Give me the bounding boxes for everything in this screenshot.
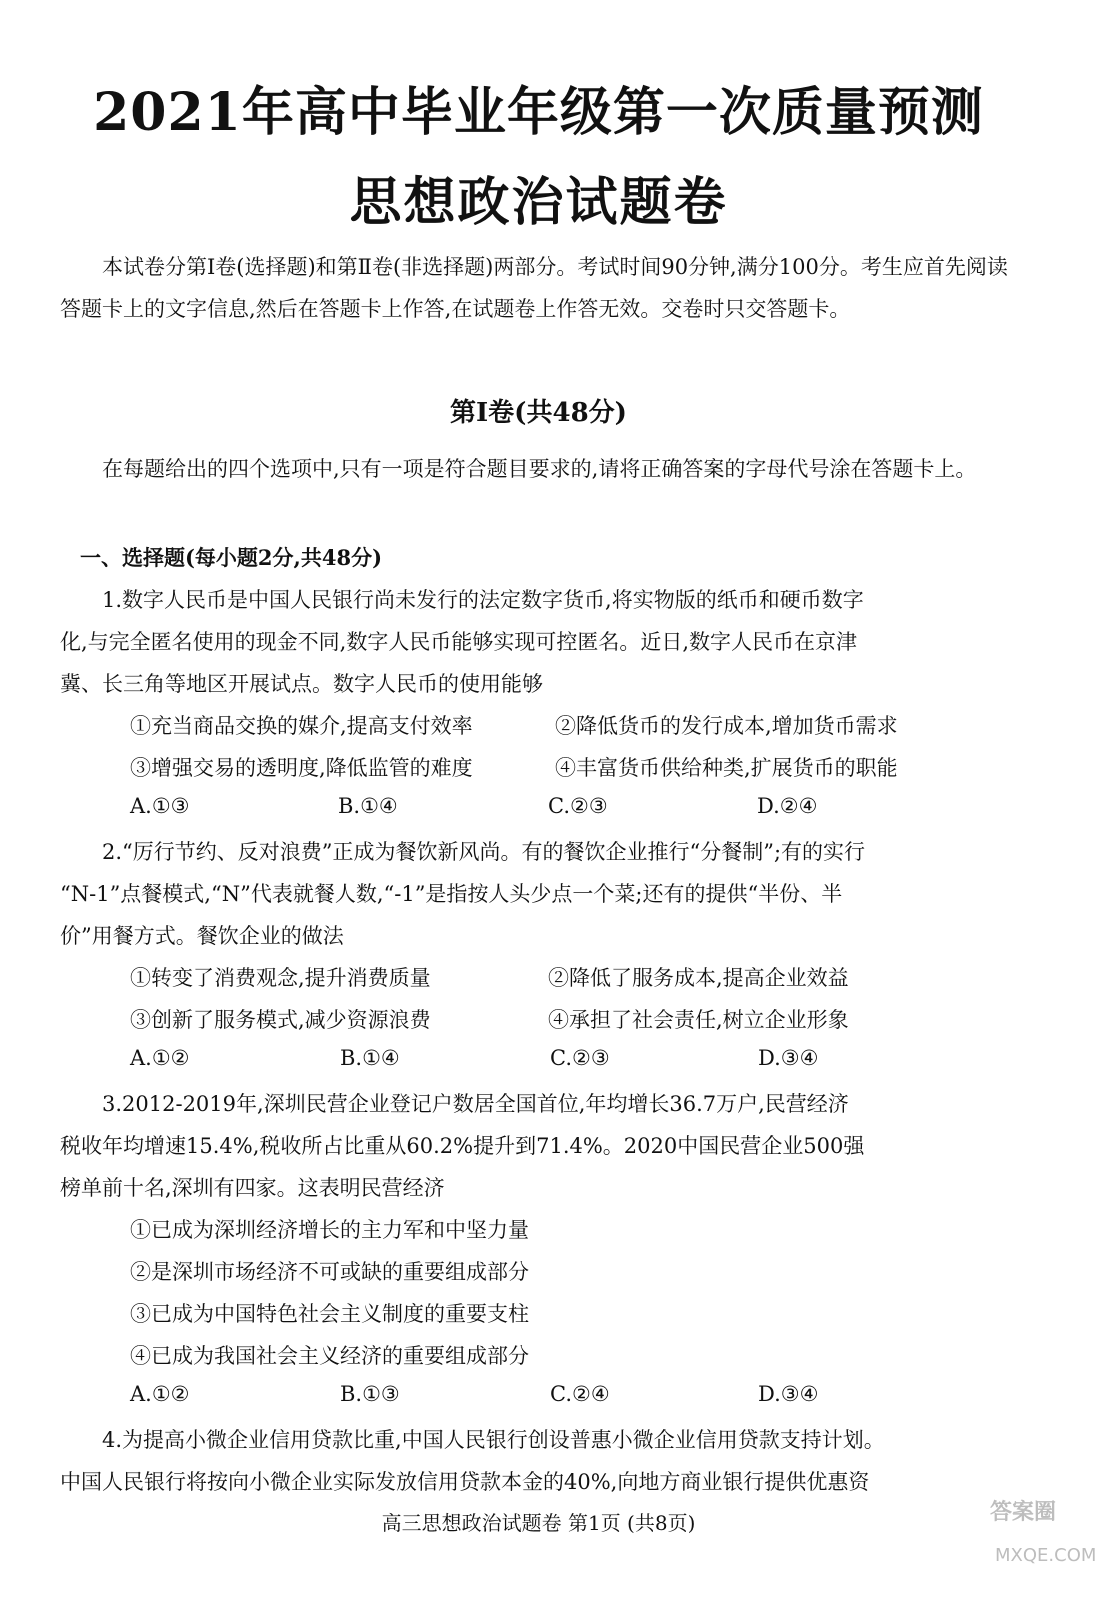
q4-stem-line-1: 4.为提高小微企业信用贷款比重,中国人民银行创设普惠小微企业信用贷款支持计划。 [102, 1428, 885, 1452]
q3-option-c: C.②④ [550, 1382, 610, 1406]
q2-option-c: C.②③ [550, 1046, 610, 1070]
q2-option-b: B.①④ [340, 1046, 400, 1070]
q1-option-b: B.①④ [338, 794, 398, 818]
q1-option-c: C.②③ [548, 794, 608, 818]
q2-option-a: A.①② [130, 1046, 190, 1070]
watermark-url: MXQE.COM [995, 1545, 1096, 1566]
q2-statement-1: ①转变了消费观念,提升消费质量 [130, 966, 431, 990]
q3-stem-line-2: 税收年均增速15.4%,税收所占比重从60.2%提升到71.4%。2020中国民营企业500强 [60, 1134, 865, 1158]
q2-stem-line-2: “N-1”点餐模式,“N”代表就餐人数,“-1”是指按人头少点一个菜;还有的提供“半份、半 [60, 882, 843, 906]
q1-stem-line-1: 1.数字人民币是中国人民银行尚未发行的法定数字货币,将实物版的纸币和硬币数字 [102, 588, 864, 612]
q2-stem-line-1: 2.“厉行节约、反对浪费”正成为餐饮新风尚。有的餐饮企业推行“分餐制”;有的实行 [102, 840, 866, 864]
exam-subtitle: 思想政治试题卷 [349, 172, 728, 233]
q1-statement-4: ④丰富货币供给种类,扩展货币的职能 [555, 756, 898, 780]
page-footer: 高三思想政治试题卷 第1页 (共8页) [381, 1511, 696, 1535]
q3-statement-2: ②是深圳市场经济不可或缺的重要组成部分 [130, 1260, 529, 1284]
q2-option-d: D.③④ [758, 1046, 819, 1070]
q1-statement-1: ①充当商品交换的媒介,提高支付效率 [130, 714, 473, 738]
q3-statement-4: ④已成为我国社会主义经济的重要组成部分 [130, 1344, 529, 1368]
watermark-logo: 答案圈 [990, 1500, 1057, 1525]
q3-statement-3: ③已成为中国特色社会主义制度的重要支柱 [130, 1302, 529, 1326]
q3-option-d: D.③④ [758, 1382, 819, 1406]
q3-option-a: A.①② [130, 1382, 190, 1406]
instructions-paragraph: 在每题给出的四个选项中,只有一项是符合题目要求的,请将正确答案的字母代号涂在答题卡上。 [102, 457, 977, 481]
q3-statement-1: ①已成为深圳经济增长的主力军和中坚力量 [130, 1218, 529, 1242]
intro-paragraph: 本试卷分第Ⅰ卷(选择题)和第Ⅱ卷(非选择题)两部分。考试时间90分钟,满分100分。考生应首先阅读答题卡上的文字信息,然后在答题卡上作答,在试题卷上作答无效。交卷时只交答题卡。 [60, 255, 1008, 321]
q4-stem-line-2: 中国人民银行将按向小微企业实际发放信用贷款本金的40%,向地方商业银行提供优惠资 [60, 1470, 870, 1494]
section-title: 第Ⅰ卷(共48分) [450, 398, 627, 428]
q2-statement-3: ③创新了服务模式,减少资源浪费 [130, 1008, 431, 1032]
q1-stem-line-2: 化,与完全匿名使用的现金不同,数字人民币能够实现可控匿名。近日,数字人民币在京津 [60, 630, 858, 654]
q3-stem-line-3: 榜单前十名,深圳有四家。这表明民营经济 [60, 1176, 445, 1200]
part-heading: 一、选择题(每小题2分,共48分) [80, 545, 383, 570]
q1-statement-2: ②降低货币的发行成本,增加货币需求 [555, 714, 898, 738]
q2-statement-4: ④承担了社会责任,树立企业形象 [548, 1008, 849, 1032]
q2-stem-line-3: 价”用餐方式。餐饮企业的做法 [60, 924, 344, 948]
q1-option-d: D.②④ [757, 794, 818, 818]
q3-stem-line-1: 3.2012-2019年,深圳民营企业登记户数居全国首位,年均增长36.7万户,民营经济 [102, 1092, 849, 1116]
q3-option-b: B.①③ [340, 1382, 400, 1406]
exam-title: 2021年高中毕业年级第一次质量预测 [93, 82, 984, 143]
q2-statement-2: ②降低了服务成本,提高企业效益 [548, 966, 849, 990]
q1-option-a: A.①③ [130, 794, 190, 818]
q1-stem-line-3: 冀、长三角等地区开展试点。数字人民币的使用能够 [60, 672, 543, 696]
q1-statement-3: ③增强交易的透明度,降低监管的难度 [130, 756, 473, 780]
